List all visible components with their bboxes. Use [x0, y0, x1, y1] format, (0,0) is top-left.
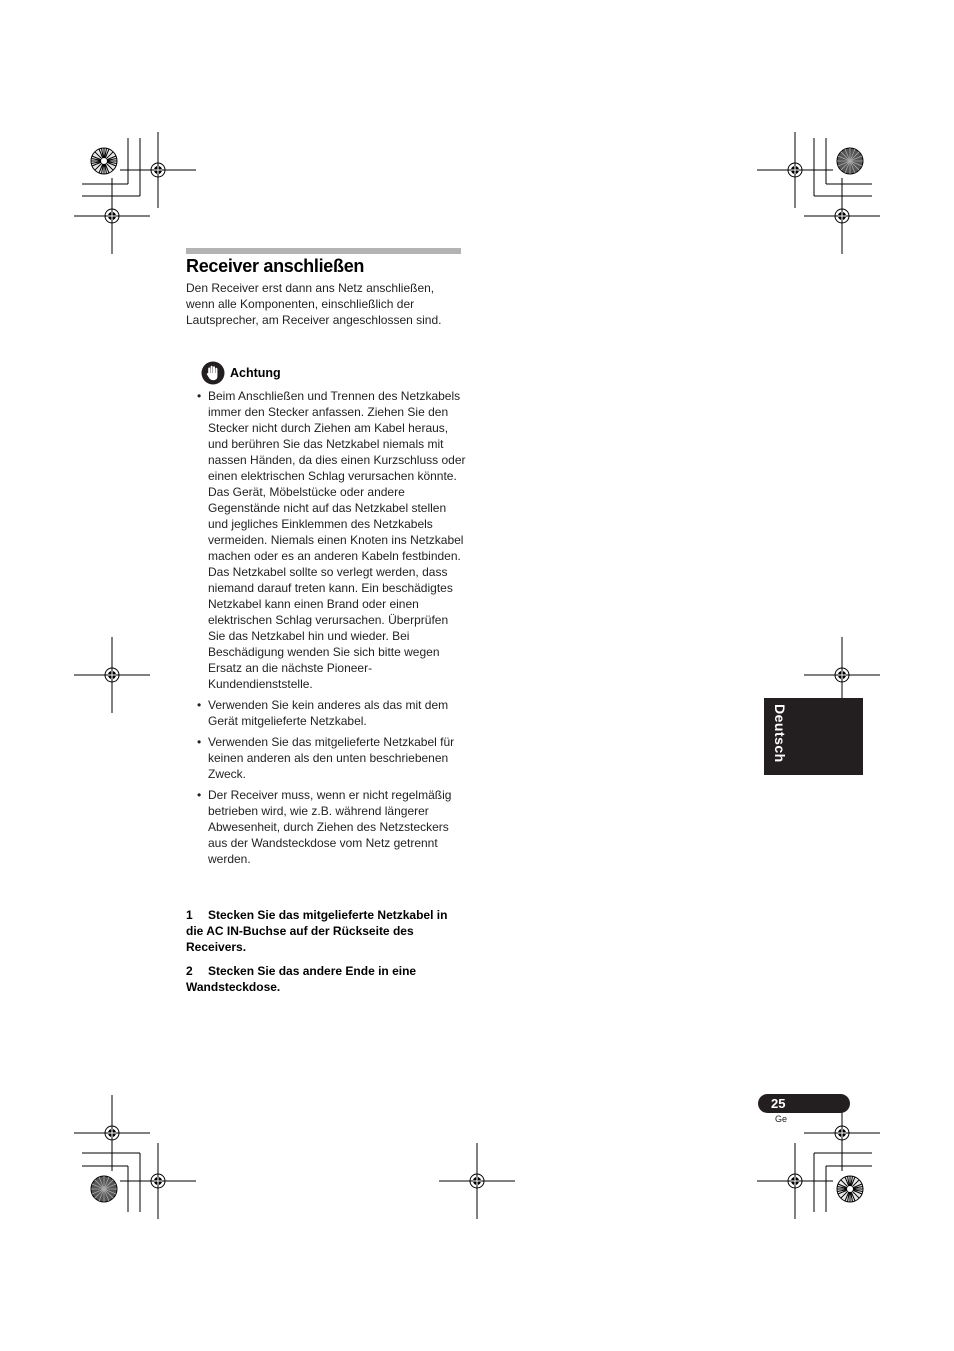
list-item-text: Der Receiver muss, wenn er nicht regelmäßig betrieben wird, wie z.B. während längerer Abwesenheit, durch Ziehen des Netzsteckers aus der Wandsteckdose vom Netz getrennt werden. — [208, 788, 452, 866]
page-number: 25 — [771, 1096, 786, 1111]
list-item-text: Beim Anschließen und Trennen des Netzkabels immer den Stecker anfassen. Ziehen Sie den Stecker nicht durch Ziehen am Kabel heraus, und berühren Sie das Netzkabel niemals mit nassen Händen, da dies einen Kurzschluss oder einen elektrischen Schlag verursachen könnte. Das Gerät, Möbelstücke oder andere Gegenstände nicht auf das Netzkabel stellen und jegliches Einklemmen des Netzkabels vermeiden. Niemals einen Knoten ins Netzkabel machen oder es an anderen Kabeln festbinden. Das Netzkabel sollte so verlegt werden, dass niemand darauf treten kann. Ein beschädigtes Netzkabel kann einen Brand oder einen elektrischen Schlag verursachen. Überprüfen Sie das Netzkabel hin und wieder. Bei Beschädigung wenden Sie sich bitte wegen Ersatz an die nächste Pioneer-Kundendienststelle. — [208, 389, 466, 691]
bullet-icon: • — [197, 735, 202, 749]
language-tab-label: Deutsch — [772, 704, 788, 763]
step-number: 2 — [186, 964, 193, 978]
list-item — [197, 787, 467, 867]
bullet-icon: • — [197, 698, 202, 712]
section-title: Receiver anschließen — [186, 256, 365, 276]
list-item-text: Verwenden Sie kein anderes als das mit dem Gerät mitgelieferte Netzkabel. — [208, 698, 449, 728]
section-rule-bar — [186, 248, 461, 254]
intro-paragraph: Den Receiver erst dann ans Netz anschließen, wenn alle Komponenten, einschließlich der Lautsprecher, am Receiver angeschlossen sind. — [186, 281, 442, 327]
language-code: Ge — [775, 1114, 788, 1124]
caution-list — [197, 388, 467, 872]
caution-heading — [201, 361, 281, 385]
caution-hand-icon — [201, 361, 225, 385]
list-item — [197, 388, 467, 692]
list-item — [197, 697, 467, 729]
list-item-text: Verwenden Sie das mitgelieferte Netzkabel für keinen anderen als den unten beschriebenen Zweck. — [208, 735, 455, 781]
bullet-icon: • — [197, 788, 202, 802]
bullet-icon: • — [197, 389, 202, 403]
step-number: 1 — [186, 908, 193, 922]
caution-label: Achtung — [230, 366, 281, 380]
step-text: Stecken Sie das mitgelieferte Netzkabel in die AC IN-Buchse auf der Rückseite des Receivers. — [186, 908, 448, 954]
step-text: Stecken Sie das andere Ende in eine Wandsteckdose. — [186, 964, 417, 994]
step-2 — [186, 963, 466, 995]
list-item — [197, 734, 467, 782]
step-1 — [186, 907, 466, 955]
